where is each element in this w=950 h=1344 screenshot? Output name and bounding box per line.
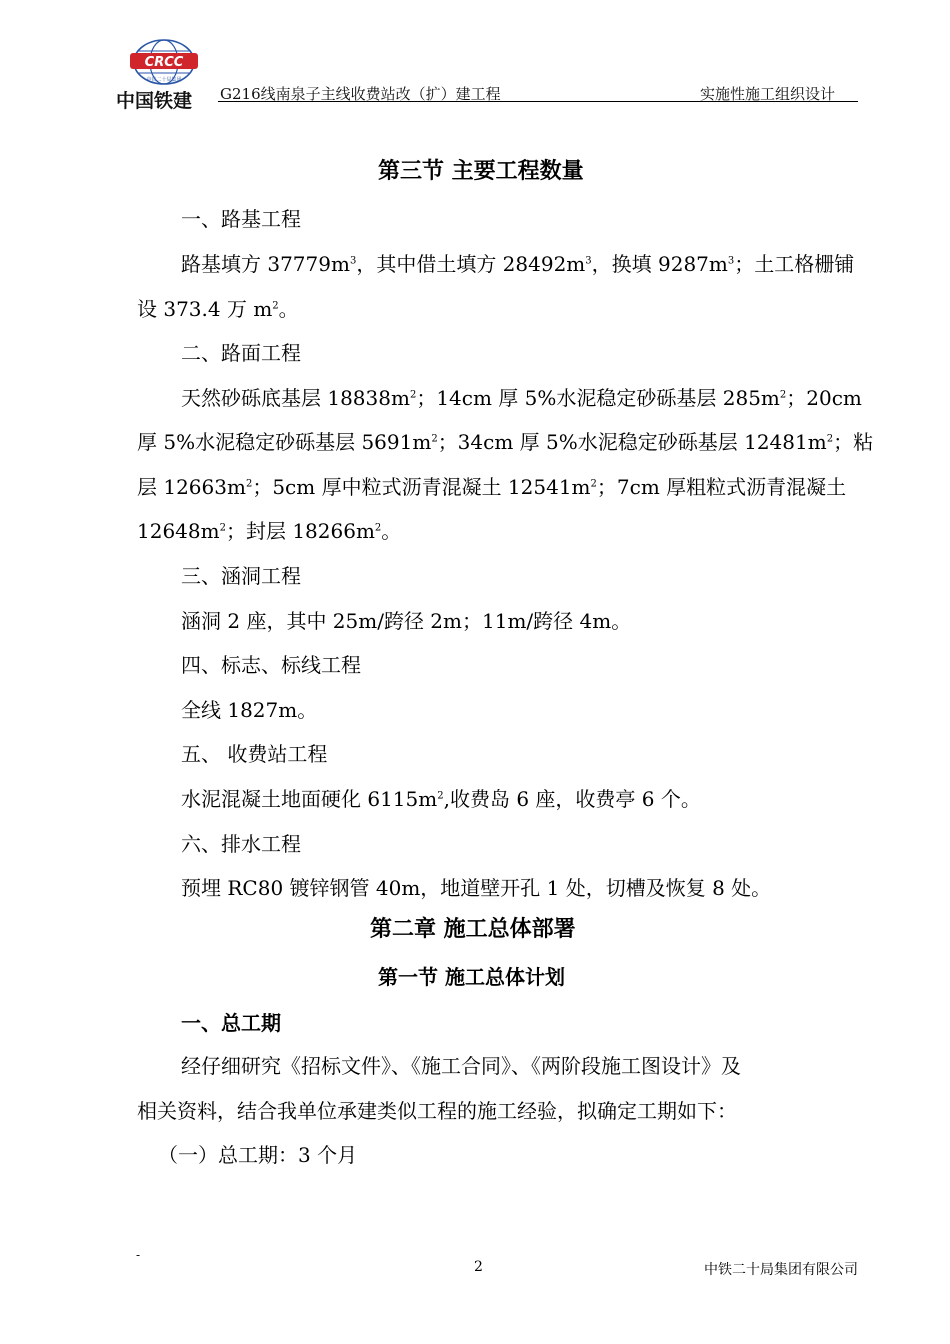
list-item: （一）总工期：3 个月 xyxy=(158,1143,358,1167)
header-project-title: G216线南泉子主线收费站改（扩）建工程 xyxy=(220,85,501,103)
chapter-title: 第二章 施工总体部署 xyxy=(370,917,576,942)
page-number: 2 xyxy=(474,1259,483,1275)
subsection-heading-roadbed: 一、路基工程 xyxy=(181,207,301,231)
section-title: 第三节 主要工程数量 xyxy=(378,159,584,184)
svg-text:中铁二十局集团: 中铁二十局集团 xyxy=(146,77,182,83)
header-document-title: 实施性施工组织设计 xyxy=(700,85,836,103)
subsection-heading-toll-station: 五、 收费站工程 xyxy=(181,742,328,766)
paragraph-line: 天然砂砾底基层 $18838m^2$；14cm 厚 5%水泥稳定砂砾基层 $285m^2$；20cm xyxy=(181,386,862,410)
paragraph-line: 设 373.4 万 $m^2$。 xyxy=(137,297,299,321)
subsection-heading-drainage: 六、排水工程 xyxy=(181,832,301,856)
logo-wordmark: 中国铁建 xyxy=(116,90,193,112)
subsection-heading-pavement: 二、路面工程 xyxy=(181,341,301,365)
paragraph-line: 相关资料，结合我单位承建类似工程的施工经验，拟确定工期如下： xyxy=(137,1099,737,1123)
paragraph-line: 涵洞 2 座，其中 25m/跨径 2m；11m/跨径 4m。 xyxy=(181,609,632,633)
paragraph-line: 预埋 RC80 镀锌钢管 40m，地道壁开孔 1 处，切槽及恢复 8 处。 xyxy=(181,876,772,900)
paragraph-line: 厚 5%水泥稳定砂砾基层 $5691m^2$；34cm 厚 5%水泥稳定砂砾基层 $12481m^2$；粘 xyxy=(137,430,874,454)
paragraph-line: 层 $12663m^2$；5cm 厚中粒式沥青混凝土 $12541m^2$；7cm 厚粗粒式沥青混凝土 xyxy=(137,475,847,499)
footer-company: 中铁二十局集团有限公司 xyxy=(704,1262,858,1278)
header-rule xyxy=(218,101,858,102)
svg-text:CRCC: CRCC xyxy=(144,55,184,70)
paragraph-line: 路基填方 $37779m^3$，其中借土填方 $28492m^3$，换填 $9287m^3$；土工格栅铺 xyxy=(181,252,855,276)
paragraph-line: $12648m^2$；封层 $18266m^2$。 xyxy=(137,519,402,543)
subsection-heading-culvert: 三、涵洞工程 xyxy=(181,564,301,588)
subsection-heading-duration: 一、总工期 xyxy=(181,1011,281,1035)
paragraph-line: 水泥混凝土地面硬化 $6115m^2$,收费岛 6 座，收费亭 6 个。 xyxy=(181,787,701,811)
section-title: 第一节 施工总体计划 xyxy=(378,965,565,989)
subsection-heading-signage: 四、标志、标线工程 xyxy=(181,653,361,677)
footer-mark: - xyxy=(136,1248,141,1262)
paragraph-line: 经仔细研究《招标文件》、《施工合同》、《两阶段施工图设计》及 xyxy=(181,1054,741,1078)
paragraph-line: 全线 1827m。 xyxy=(181,698,318,722)
